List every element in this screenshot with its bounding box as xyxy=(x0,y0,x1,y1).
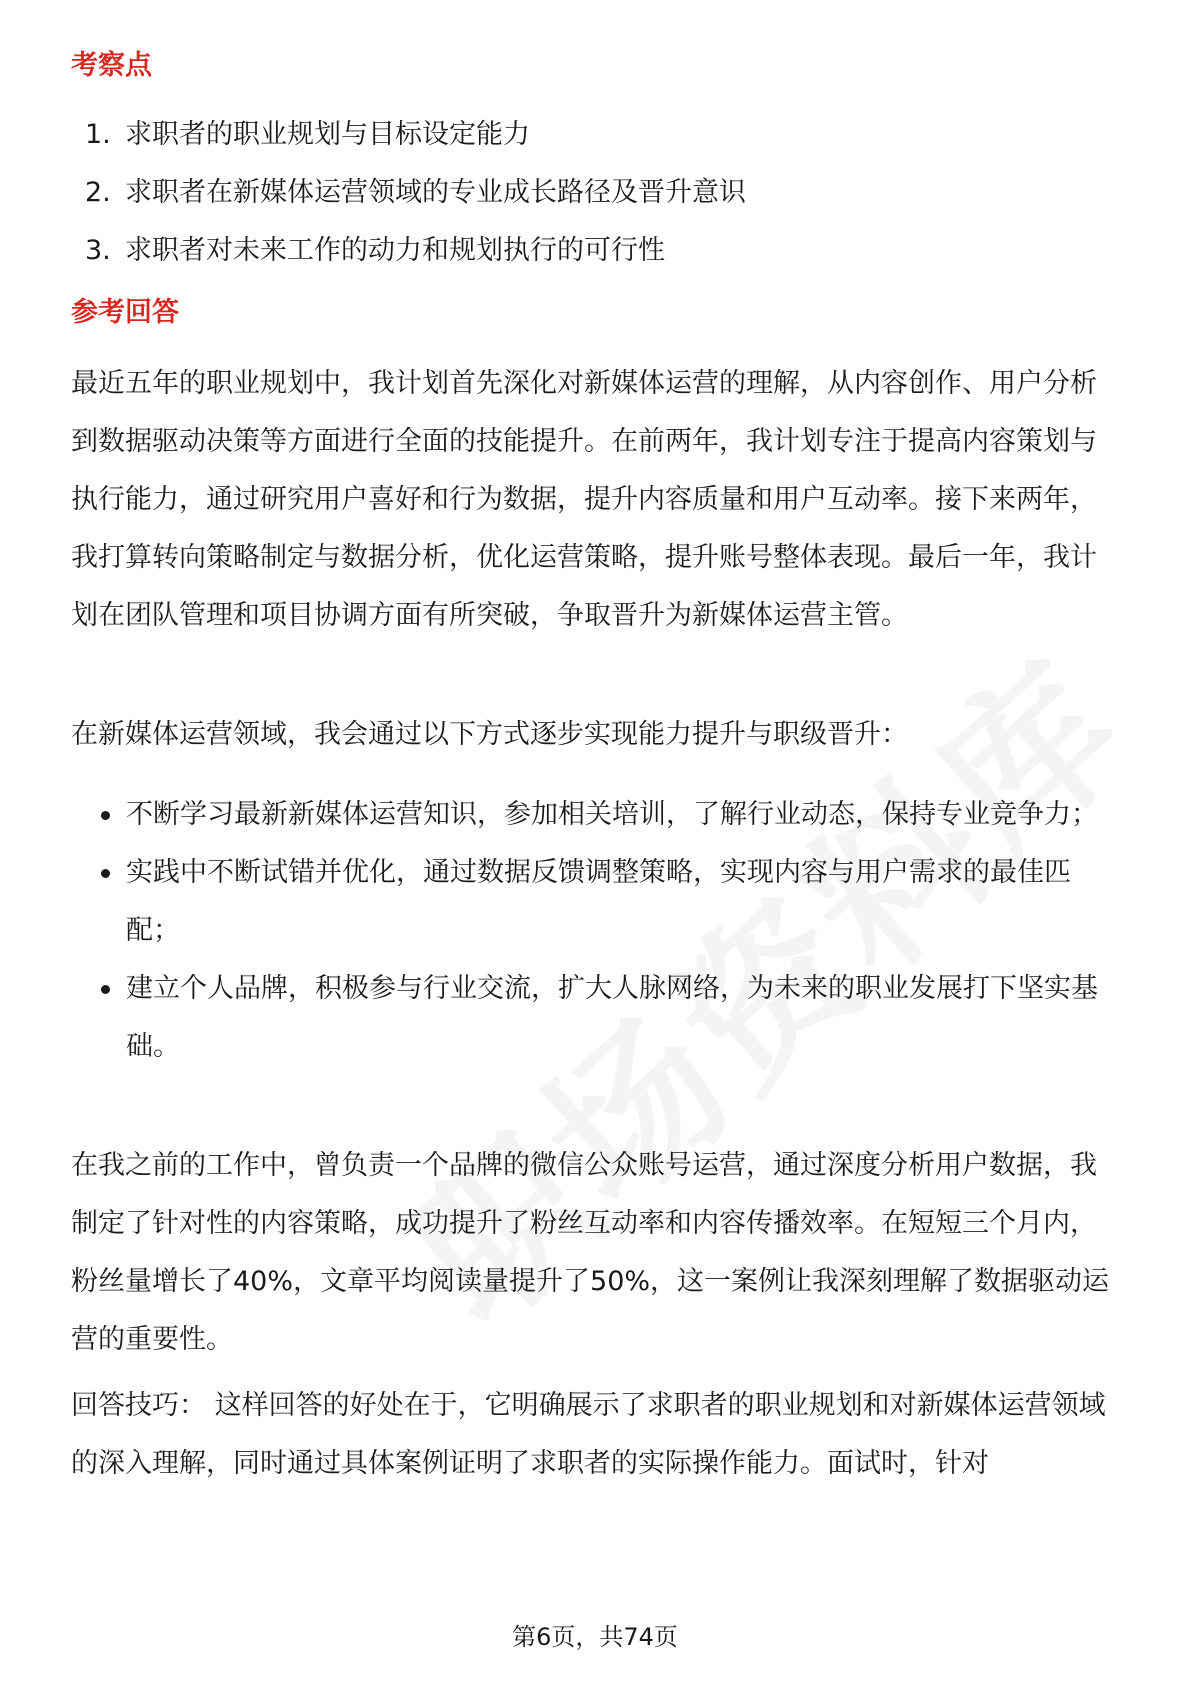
answer-paragraph-3: 在我之前的工作中，曾负责一个品牌的微信公众账号运营，通过深度分析用户数据，我制定了针对性的内容策略，成功提升了粉丝互动率和内容传播效率。在短短三个月内，粉丝量增长了40%，文章平均阅读量提升了50%，这一案例让我深刻理解了数据驱动运营的重要性。 xyxy=(71,1150,1110,1355)
answer-bullet-list xyxy=(96,786,1116,1076)
focus-item xyxy=(85,222,746,280)
bullet-text: 实践中不断试错并优化，通过数据反馈调整策略，实现内容与用户需求的最佳匹配； xyxy=(126,857,1071,946)
answer-tips-paragraph: 回答技巧： 这样回答的好处在于，它明确展示了求职者的职业规划和对新媒体运营领域的深入理解，同时通过具体案例证明了求职者的实际操作能力。面试时，针对 xyxy=(71,1390,1106,1479)
answer-paragraph-2: 在新媒体运营领域，我会通过以下方式逐步实现能力提升与职级晋升： xyxy=(71,719,908,750)
bullet-dot xyxy=(101,869,110,878)
focus-item-text: 求职者对未来工作的动力和规划执行的可行性 xyxy=(125,235,665,266)
bullet-dot xyxy=(101,985,110,994)
bullet-item xyxy=(96,786,1116,844)
bullet-text: 不断学习最新新媒体运营知识，参加相关培训，了解行业动态，保持专业竞争力； xyxy=(126,799,1098,830)
focus-item-number: 3. xyxy=(85,235,111,266)
answer-heading: 参考回答 xyxy=(71,297,179,328)
focus-item-number: 2. xyxy=(85,177,111,208)
answer-paragraph-1: 最近五年的职业规划中，我计划首先深化对新媒体运营的理解，从内容创作、用户分析到数据驱动决策等方面进行全面的技能提升。在前两年，我计划专注于提高内容策划与执行能力，通过研究用户喜好和行为数据，提升内容质量和用户互动率。接下来两年，我打算转向策略制定与数据分析，优化运营策略，提升账号整体表现。最后一年，我计划在团队管理和项目协调方面有所突破，争取晋升为新媒体运营主管。 xyxy=(71,368,1097,631)
focus-item-number: 1. xyxy=(85,119,111,150)
bullet-dot xyxy=(101,811,110,820)
focus-item xyxy=(85,106,746,164)
page-number: 第6页，共74页 xyxy=(512,1623,678,1651)
focus-item-text: 求职者在新媒体运营领域的专业成长路径及晋升意识 xyxy=(125,177,746,208)
focus-heading: 考察点 xyxy=(71,50,152,81)
focus-item-text: 求职者的职业规划与目标设定能力 xyxy=(125,119,530,150)
bullet-item xyxy=(96,960,1116,1076)
focus-list xyxy=(85,106,746,280)
focus-item xyxy=(85,164,746,222)
bullet-text: 建立个人品牌，积极参与行业交流，扩大人脉网络，为未来的职业发展打下坚实基础。 xyxy=(126,973,1098,1062)
bullet-item xyxy=(96,844,1116,960)
